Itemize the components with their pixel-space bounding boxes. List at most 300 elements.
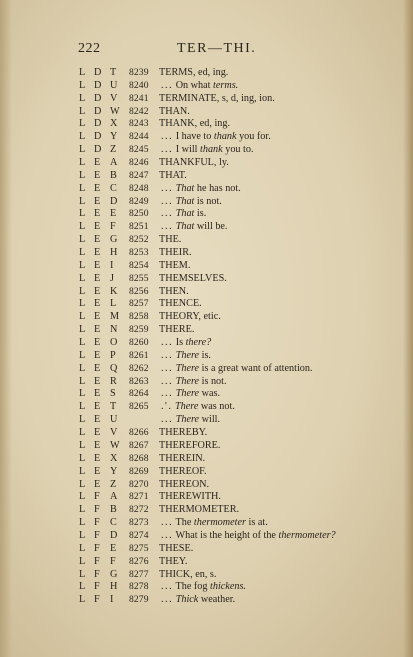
code-letter-3: G bbox=[110, 234, 118, 246]
entry-text-segment: The bbox=[175, 517, 194, 529]
entry-text-segment: I will bbox=[175, 144, 201, 156]
code-number: 8249 bbox=[129, 195, 149, 207]
entry-text-segment: THEN. bbox=[159, 285, 189, 297]
code-entry-row bbox=[0, 221, 413, 234]
code-letter-3: B bbox=[110, 169, 117, 181]
code-letter-1: L bbox=[79, 337, 86, 349]
code-number: 8241 bbox=[129, 92, 149, 104]
code-letter-1: L bbox=[79, 131, 86, 143]
code-letter-1: L bbox=[79, 349, 86, 361]
code-letter-2: F bbox=[94, 555, 100, 567]
code-letter-2: F bbox=[94, 568, 100, 580]
code-letter-1: L bbox=[79, 504, 86, 516]
code-letter-2: D bbox=[94, 105, 102, 117]
code-letter-1: L bbox=[79, 105, 86, 117]
code-number: 8239 bbox=[129, 67, 149, 78]
code-letter-3: N bbox=[110, 324, 118, 336]
entry-text-italic: That bbox=[175, 182, 195, 194]
code-entry-row bbox=[0, 581, 413, 594]
entry-text-segment: THEORY, etic. bbox=[159, 311, 221, 323]
code-letter-2: D bbox=[94, 67, 102, 78]
code-number: 8254 bbox=[129, 259, 149, 271]
entry-text-segment: weather. bbox=[198, 594, 236, 606]
entry-text-segment: THEMSELVES. bbox=[159, 272, 227, 284]
entry-text-segment: THEY. bbox=[159, 555, 188, 567]
entry-text bbox=[159, 247, 192, 260]
entry-text-italic: There bbox=[174, 401, 199, 413]
entry-text-segment: is. bbox=[194, 208, 207, 220]
entry-text-segment: What is the height of the bbox=[175, 529, 279, 541]
entry-text bbox=[159, 440, 220, 453]
code-letter-2: D bbox=[94, 118, 102, 130]
entry-text bbox=[159, 337, 211, 350]
code-entry-row bbox=[0, 427, 413, 440]
entry-text-italic: There bbox=[175, 349, 200, 361]
code-letter-2: F bbox=[94, 504, 100, 516]
code-letter-1: L bbox=[79, 285, 86, 297]
entry-text bbox=[159, 196, 222, 209]
code-letter-3: I bbox=[110, 259, 114, 271]
code-letter-2: E bbox=[94, 337, 101, 349]
entry-text bbox=[159, 118, 230, 131]
code-entry-row bbox=[0, 504, 413, 517]
entry-text bbox=[159, 170, 187, 183]
entry-text bbox=[159, 388, 220, 401]
entry-text-segment: THESE. bbox=[159, 542, 194, 554]
continuation-dots: ... bbox=[161, 195, 174, 207]
code-letter-3: X bbox=[110, 118, 118, 130]
code-word-list bbox=[0, 67, 413, 607]
code-entry-row bbox=[0, 183, 413, 196]
code-letter-1: L bbox=[79, 311, 86, 323]
code-entry-row bbox=[0, 363, 413, 376]
code-letter-1: L bbox=[79, 157, 86, 169]
code-letter-3: U bbox=[110, 414, 118, 426]
code-letter-3: P bbox=[110, 349, 116, 361]
code-letter-3: A bbox=[110, 157, 118, 169]
code-entry-row bbox=[0, 118, 413, 131]
code-letter-3: G bbox=[110, 568, 118, 580]
code-entry-row bbox=[0, 479, 413, 492]
code-letter-3: A bbox=[110, 491, 118, 503]
code-number: 8265 bbox=[129, 401, 149, 413]
entry-text bbox=[159, 93, 275, 106]
entry-text bbox=[159, 376, 227, 389]
entry-text-segment: was. bbox=[199, 388, 221, 400]
code-letter-2: E bbox=[94, 414, 101, 426]
entry-text bbox=[159, 234, 181, 247]
code-letter-3: D bbox=[110, 529, 118, 541]
entry-text-segment: THEREBY. bbox=[159, 427, 208, 439]
entry-text-italic: thank bbox=[200, 144, 223, 156]
code-entry-row bbox=[0, 196, 413, 209]
code-number: 8246 bbox=[129, 157, 149, 169]
code-letter-2: E bbox=[94, 208, 101, 220]
entry-text bbox=[159, 556, 187, 569]
code-entry-row bbox=[0, 453, 413, 466]
entry-text-segment: is not. bbox=[199, 375, 227, 387]
entry-text bbox=[159, 273, 227, 286]
code-letter-3: K bbox=[110, 285, 118, 297]
code-letter-1: L bbox=[79, 67, 86, 78]
code-entry-row bbox=[0, 311, 413, 324]
code-number: 8253 bbox=[129, 247, 149, 259]
entry-text bbox=[159, 569, 216, 582]
continuation-dots: ... bbox=[161, 221, 174, 233]
code-letter-2: E bbox=[94, 285, 101, 297]
code-letter-3: H bbox=[110, 247, 118, 259]
code-number: 8242 bbox=[129, 105, 149, 117]
code-number: 8261 bbox=[129, 349, 149, 361]
continuation-dots: ... bbox=[161, 375, 174, 387]
code-entry-row bbox=[0, 440, 413, 453]
code-entry-row bbox=[0, 466, 413, 479]
continuation-dots: ... bbox=[161, 581, 174, 593]
code-letter-1: L bbox=[79, 439, 86, 451]
entry-text bbox=[159, 144, 254, 157]
entry-text bbox=[159, 221, 227, 234]
entry-text bbox=[159, 491, 221, 504]
code-number: 8273 bbox=[129, 517, 149, 529]
entry-text bbox=[159, 414, 220, 427]
code-letter-3: J bbox=[110, 272, 114, 284]
continuation-dots: ... bbox=[161, 414, 174, 426]
code-letter-2: E bbox=[94, 349, 101, 361]
code-letter-2: D bbox=[94, 144, 102, 156]
entry-text-segment: you for. bbox=[236, 131, 271, 143]
continuation-dots: ... bbox=[161, 208, 174, 220]
entry-text-segment: THICK, en, s. bbox=[159, 568, 217, 580]
entry-text bbox=[159, 311, 221, 324]
code-letter-2: E bbox=[94, 465, 101, 477]
entry-text bbox=[159, 298, 202, 311]
entry-text-italic: terms. bbox=[213, 79, 239, 91]
entry-text-segment: was not. bbox=[198, 401, 235, 413]
code-letter-1: L bbox=[79, 324, 86, 336]
entry-text bbox=[159, 106, 190, 119]
entry-text-segment: THEIR. bbox=[159, 247, 192, 259]
entry-text-italic: There bbox=[175, 375, 200, 387]
code-letter-1: L bbox=[79, 594, 86, 606]
code-number: 8255 bbox=[129, 272, 149, 284]
entry-text-segment: THERMOMETER. bbox=[159, 504, 240, 516]
code-number: 8277 bbox=[129, 568, 149, 580]
entry-text bbox=[159, 183, 241, 196]
entry-text-segment: THEREON. bbox=[159, 478, 210, 490]
entry-text bbox=[159, 286, 189, 299]
code-letter-3: Y bbox=[110, 465, 118, 477]
entry-text-italic: thermometer bbox=[193, 517, 246, 529]
entry-text-segment: THERE. bbox=[159, 324, 195, 336]
code-letter-2: E bbox=[94, 478, 101, 490]
code-letter-2: F bbox=[94, 529, 100, 541]
code-letter-1: L bbox=[79, 478, 86, 490]
entry-text-italic: That bbox=[175, 195, 195, 207]
code-letter-2: E bbox=[94, 375, 101, 387]
entry-text bbox=[159, 427, 207, 440]
entry-text bbox=[159, 350, 211, 363]
code-entry-row bbox=[0, 131, 413, 144]
code-entry-row bbox=[0, 491, 413, 504]
code-letter-3: F bbox=[110, 221, 116, 233]
code-letter-1: L bbox=[79, 247, 86, 259]
code-entry-row bbox=[0, 247, 413, 260]
entry-text bbox=[159, 530, 336, 543]
entry-text-italic: Thick bbox=[175, 594, 199, 606]
code-entry-row bbox=[0, 157, 413, 170]
entry-text-segment: is at. bbox=[245, 517, 268, 529]
continuation-dots: ... bbox=[161, 594, 174, 606]
code-letter-3: T bbox=[110, 401, 117, 413]
code-letter-2: E bbox=[94, 388, 101, 400]
code-number: 8269 bbox=[129, 465, 149, 477]
code-letter-2: F bbox=[94, 491, 100, 503]
code-letter-1: L bbox=[79, 568, 86, 580]
code-letter-1: L bbox=[79, 144, 86, 156]
code-number: 8251 bbox=[129, 221, 149, 233]
code-number: 8275 bbox=[129, 542, 149, 554]
code-number: 8240 bbox=[129, 79, 149, 91]
entry-text-segment: THEREOF. bbox=[159, 465, 207, 477]
code-letter-2: E bbox=[94, 401, 101, 413]
entry-text-italic: That bbox=[175, 221, 195, 233]
entry-text-segment: TERMS, ed, ing. bbox=[159, 67, 229, 78]
entry-text bbox=[159, 466, 207, 479]
code-letter-1: L bbox=[79, 362, 86, 374]
entry-text-italic: That bbox=[175, 208, 195, 220]
code-letter-3: Y bbox=[110, 131, 118, 143]
code-letter-3: Z bbox=[110, 478, 117, 490]
code-letter-2: E bbox=[94, 298, 101, 310]
entry-text-segment: THANKFUL, ly. bbox=[159, 157, 229, 169]
code-letter-3: L bbox=[110, 298, 117, 310]
code-letter-2: E bbox=[94, 157, 101, 169]
code-letter-1: L bbox=[79, 529, 86, 541]
code-number: 8278 bbox=[129, 581, 149, 593]
code-number: 8266 bbox=[129, 427, 149, 439]
code-entry-row bbox=[0, 337, 413, 350]
code-letter-3: X bbox=[110, 452, 118, 464]
code-number: 8257 bbox=[129, 298, 149, 310]
entry-text bbox=[159, 363, 313, 376]
code-letter-2: E bbox=[94, 169, 101, 181]
entry-text bbox=[159, 131, 271, 144]
code-number: 8258 bbox=[129, 311, 149, 323]
code-letter-2: E bbox=[94, 195, 101, 207]
entry-text bbox=[159, 543, 193, 556]
code-letter-3: O bbox=[110, 337, 118, 349]
code-entry-row bbox=[0, 543, 413, 556]
code-letter-1: L bbox=[79, 542, 86, 554]
code-letter-2: D bbox=[94, 92, 102, 104]
code-number: 8262 bbox=[129, 362, 149, 374]
entry-text bbox=[159, 594, 235, 607]
running-head: TER—THI. bbox=[177, 41, 257, 56]
code-entry-row bbox=[0, 594, 413, 607]
code-letter-3: Z bbox=[110, 144, 117, 156]
code-letter-2: D bbox=[94, 79, 102, 91]
code-letter-1: L bbox=[79, 259, 86, 271]
code-letter-1: L bbox=[79, 375, 86, 387]
entry-text-segment: is. bbox=[199, 349, 211, 361]
code-entry-row bbox=[0, 376, 413, 389]
continuation-dots: ... bbox=[161, 144, 174, 156]
code-entry-row bbox=[0, 414, 413, 427]
entry-text-segment: On what bbox=[175, 79, 214, 91]
code-letter-1: L bbox=[79, 182, 86, 194]
code-letter-1: L bbox=[79, 465, 86, 477]
code-entry-row bbox=[0, 530, 413, 543]
code-letter-2: E bbox=[94, 439, 101, 451]
code-entry-row bbox=[0, 106, 413, 119]
entry-text-segment: THEREIN. bbox=[159, 452, 206, 464]
continuation-dots: ... bbox=[161, 349, 174, 361]
code-letter-3: Q bbox=[110, 362, 118, 374]
code-entry-row bbox=[0, 67, 413, 80]
continuation-dots: .'. bbox=[161, 401, 173, 413]
code-number: 8270 bbox=[129, 478, 149, 490]
entry-text bbox=[159, 453, 205, 466]
code-letter-1: L bbox=[79, 208, 86, 220]
entry-text bbox=[159, 324, 194, 337]
code-letter-1: L bbox=[79, 427, 86, 439]
code-entry-row bbox=[0, 324, 413, 337]
code-letter-1: L bbox=[79, 195, 86, 207]
code-letter-2: E bbox=[94, 182, 101, 194]
code-number: 8252 bbox=[129, 234, 149, 246]
code-letter-3: T bbox=[110, 67, 117, 78]
code-letter-1: L bbox=[79, 118, 86, 130]
code-number: 8268 bbox=[129, 452, 149, 464]
entry-text-segment: THE. bbox=[159, 234, 182, 246]
entry-text bbox=[159, 157, 229, 170]
continuation-dots: ... bbox=[161, 337, 174, 349]
code-letter-1: L bbox=[79, 169, 86, 181]
code-letter-2: D bbox=[94, 131, 102, 143]
code-letter-2: F bbox=[94, 517, 100, 529]
code-letter-1: L bbox=[79, 491, 86, 503]
code-letter-3: C bbox=[110, 182, 117, 194]
code-letter-1: L bbox=[79, 234, 86, 246]
code-letter-1: L bbox=[79, 517, 86, 529]
code-letter-3: W bbox=[110, 439, 120, 451]
entry-text bbox=[159, 504, 239, 517]
code-letter-2: E bbox=[94, 311, 101, 323]
code-entry-row bbox=[0, 260, 413, 273]
entry-text-segment: THENCE. bbox=[159, 298, 202, 310]
entry-text bbox=[159, 80, 238, 93]
code-letter-3: C bbox=[110, 517, 117, 529]
code-entry-row bbox=[0, 569, 413, 582]
page-number: 222 bbox=[78, 41, 101, 56]
entry-text bbox=[159, 260, 190, 273]
entry-text-segment: THEREWITH. bbox=[159, 491, 221, 503]
entry-text-segment: THAN. bbox=[159, 105, 190, 117]
entry-text bbox=[159, 208, 206, 221]
code-letter-3: U bbox=[110, 79, 118, 91]
code-letter-1: L bbox=[79, 79, 86, 91]
code-letter-3: B bbox=[110, 504, 117, 516]
code-letter-3: M bbox=[110, 311, 120, 323]
entry-text bbox=[159, 517, 268, 530]
entry-text-segment: THAT. bbox=[159, 169, 187, 181]
entry-text-italic: thermometer? bbox=[278, 529, 336, 541]
code-number: 8250 bbox=[129, 208, 149, 220]
entry-text-segment: Is bbox=[175, 337, 186, 349]
continuation-dots: ... bbox=[161, 131, 174, 143]
code-entry-row bbox=[0, 80, 413, 93]
code-letter-2: F bbox=[94, 542, 100, 554]
code-letter-3: H bbox=[110, 581, 118, 593]
code-letter-3: S bbox=[110, 388, 116, 400]
continuation-dots: ... bbox=[161, 529, 174, 541]
entry-text-segment: THANK, ed, ing. bbox=[159, 118, 231, 130]
code-letter-1: L bbox=[79, 581, 86, 593]
code-number: 8243 bbox=[129, 118, 149, 130]
continuation-dots: ... bbox=[161, 362, 174, 374]
code-entry-row bbox=[0, 234, 413, 247]
entry-text-segment: THEREFORE. bbox=[159, 439, 221, 451]
code-entry-row bbox=[0, 286, 413, 299]
entry-text-segment: is not. bbox=[194, 195, 222, 207]
code-letter-2: E bbox=[94, 272, 101, 284]
code-entry-row bbox=[0, 517, 413, 530]
code-letter-2: E bbox=[94, 259, 101, 271]
code-letter-1: L bbox=[79, 298, 86, 310]
code-letter-3: W bbox=[110, 105, 120, 117]
code-letter-2: F bbox=[94, 594, 100, 606]
code-number: 8267 bbox=[129, 439, 149, 451]
code-letter-1: L bbox=[79, 272, 86, 284]
code-letter-2: E bbox=[94, 221, 101, 233]
code-number: 8274 bbox=[129, 529, 149, 541]
code-letter-3: R bbox=[110, 375, 117, 387]
continuation-dots: ... bbox=[161, 182, 174, 194]
code-letter-3: V bbox=[110, 427, 118, 439]
code-entry-row bbox=[0, 273, 413, 286]
code-letter-3: I bbox=[110, 594, 114, 606]
entry-text-segment: you to. bbox=[222, 144, 254, 156]
code-letter-1: L bbox=[79, 401, 86, 413]
entry-text-italic: thickens. bbox=[210, 581, 246, 593]
entry-text-segment: I have to bbox=[175, 131, 214, 143]
code-letter-1: L bbox=[79, 221, 86, 233]
code-letter-3: V bbox=[110, 92, 118, 104]
code-letter-3: D bbox=[110, 195, 118, 207]
code-number: 8245 bbox=[129, 144, 149, 156]
code-number: 8244 bbox=[129, 131, 149, 143]
entry-text-segment: is a great want of attention. bbox=[199, 362, 313, 374]
entry-text-italic: There bbox=[175, 362, 200, 374]
code-letter-2: E bbox=[94, 452, 101, 464]
code-number: 8247 bbox=[129, 169, 149, 181]
code-letter-3: E bbox=[110, 208, 117, 220]
code-entry-row bbox=[0, 170, 413, 183]
code-entry-row bbox=[0, 144, 413, 157]
entry-text-italic: There bbox=[175, 414, 200, 426]
code-number: 8263 bbox=[129, 375, 149, 387]
continuation-dots: ... bbox=[161, 517, 174, 529]
code-letter-3: F bbox=[110, 555, 116, 567]
code-letter-1: L bbox=[79, 414, 86, 426]
code-letter-2: E bbox=[94, 427, 101, 439]
entry-text-segment: TERMINATE, s, d, ing, ion. bbox=[159, 92, 275, 104]
entry-text bbox=[159, 67, 228, 80]
code-letter-2: E bbox=[94, 247, 101, 259]
code-entry-row bbox=[0, 401, 413, 414]
entry-text-italic: thank bbox=[213, 131, 237, 143]
code-number: 8264 bbox=[129, 388, 149, 400]
